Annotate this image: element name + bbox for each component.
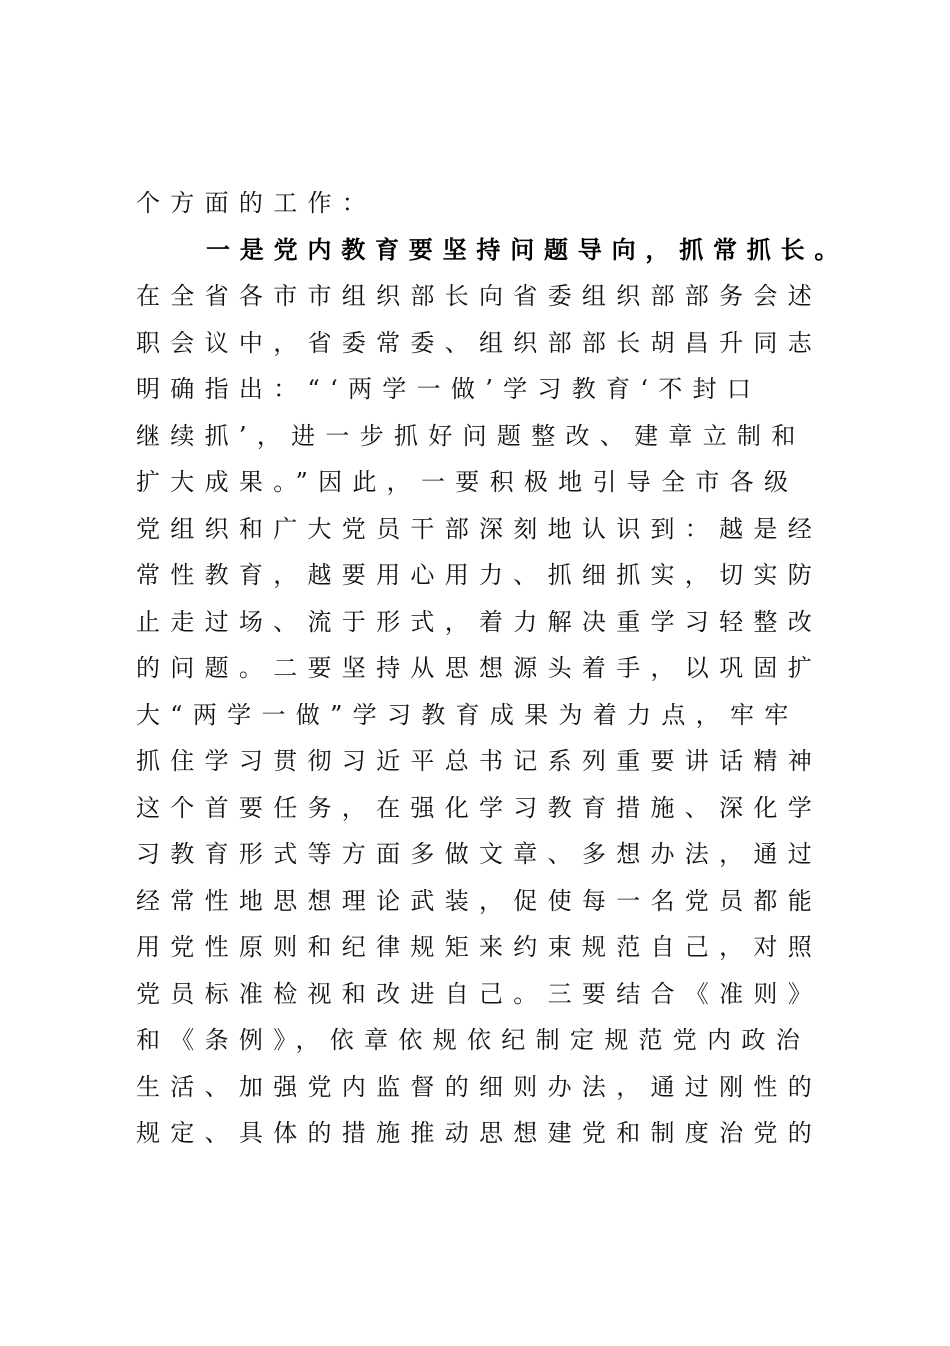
text-line: 职会议中，省委常委、组织部部长胡昌升同志 bbox=[136, 328, 822, 357]
text-line: 止走过场、流于形式，着力解决重学习轻整改 bbox=[136, 607, 822, 636]
text-line: 明确指出：“‘两学一做’学习教育‘不封口 bbox=[136, 375, 762, 403]
section-heading: 一是党内教育要坚持问题导向，抓常抓长。 bbox=[206, 235, 849, 264]
text-line: 大“两学一做”学习教育成果为着力点，牢牢 bbox=[136, 700, 799, 729]
text-line: 在全省各市市组织部长向省委组织部部务会述 bbox=[136, 282, 822, 310]
text-line: 个方面的工作： bbox=[136, 189, 377, 217]
body-text bbox=[136, 180, 849, 1157]
text-line: 经常性地思想理论武装，促使每一名党员都能 bbox=[136, 886, 822, 915]
text-line: 常性教育，越要用心用力、抓细抓实，切实防 bbox=[136, 561, 822, 589]
text-line: 和《条例》，依章依规依纪制定规范党内政治 bbox=[136, 1026, 810, 1054]
text-line: 抓住学习贯彻习近平总书记系列重要讲话精神 bbox=[136, 747, 822, 775]
text-line: 继续抓’，进一步抓好问题整改、建章立制和 bbox=[136, 421, 806, 450]
text-line: 生活、加强党内监督的细则办法，通过刚性的 bbox=[136, 1072, 822, 1101]
text-line: 习教育形式等方面多做文章、多想办法，通过 bbox=[136, 840, 822, 868]
text-line: 这个首要任务，在强化学习教育措施、深化学 bbox=[136, 793, 822, 822]
text-line: 党组织和广大党员干部深刻地认识到：越是经 bbox=[136, 514, 822, 543]
text-line: 扩大成果。”因此，一要积极地引导全市各级 bbox=[136, 468, 799, 496]
text-line: 党员标准检视和改进自己。三要结合《准则》 bbox=[136, 979, 822, 1008]
text-line: 用党性原则和纪律规矩来约束规范自己，对照 bbox=[136, 933, 822, 961]
text-line: 规定、具体的措施推动思想建党和制度治党的 bbox=[136, 1119, 822, 1147]
text-line: 的问题。二要坚持从思想源头着手，以巩固扩 bbox=[136, 654, 822, 682]
